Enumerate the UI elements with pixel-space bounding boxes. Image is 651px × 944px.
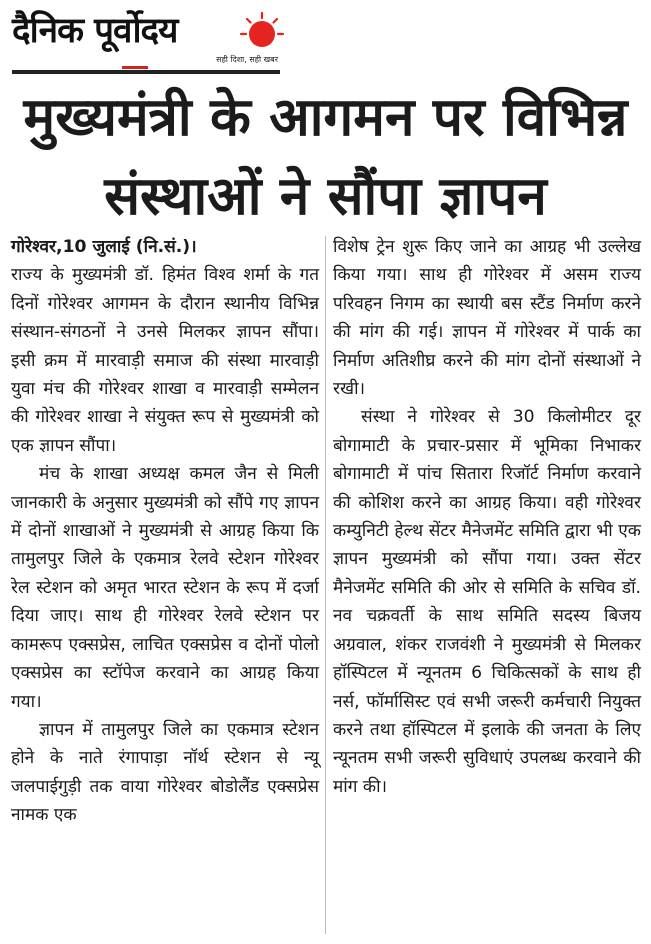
article-column-left	[11, 233, 319, 830]
rising-sun-logo-icon	[238, 10, 286, 58]
masthead-name: दैनिक पूर्वोदय	[12, 11, 178, 51]
dateline: गोरेश्वर,10 जुलाई (नि.सं.)।	[11, 237, 197, 257]
masthead-accent	[122, 66, 148, 69]
masthead-tagline: सही दिशा, सही खबर	[216, 55, 278, 64]
article-column-right	[333, 233, 641, 801]
headline-line-2: संस्थाओं ने सौंपा ज्ञापन	[104, 166, 547, 227]
column-divider	[325, 236, 326, 934]
headline-line-1: मुख्यमंत्री के आगमन पर विभिन्न	[23, 87, 628, 148]
article-paragraph: विशेष ट्रेन शुरू किए जाने का आग्रह भी उल्लेख किया गया। साथ ही गोरेश्वर में असम राज्य परिवहन निगम का स्थायी बस स्टैंड निर्माण करने की मांग की गई। ज्ञापन में गोरेश्वर में पार्क का निर्माण अतिशीघ्र करने की मांग दोनों संस्थाओं ने रखी।	[333, 237, 641, 400]
article-paragraph: ज्ञापन में तामुलपुर जिले का एकमात्र स्टेशन होने के नाते रंगापाड़ा नॉर्थ स्टेशन से न्यू जलपाईगुड़ी तक वाया गोरेश्वर बोडोलैंड एक्सप्रेस नामक एक	[11, 719, 319, 826]
article-paragraph: मंच के शाखा अध्यक्ष कमल जैन से मिली जानकारी के अनुसार मुख्यमंत्री को सौंपे गए ज्ञापन में दोनों शाखाओं ने मुख्यमंत्री से आग्रह किया कि तामुलपुर जिले के एकमात्र रेलवे स्टेशन गोरेश्वर रेल स्टेशन को अमृत भारत स्टेशन के रूप में दर्जा दिया जाए। साथ ही गोरेश्वर रेलवे स्टेशन पर कामरूप एक्सप्रेस, लाचित एक्सप्रेस व दोनों पोलो एक्सप्रेस का स्टॉपेज करवाने का आग्रह किया गया।	[11, 464, 319, 712]
masthead-rule	[12, 70, 280, 74]
article-paragraph: संस्था ने गोरेश्वर से 30 किलोमीटर दूर बोगामाटी के प्रचार-प्रसार में भूमिका निभाकर बोगामाटी में पांच सितारा रिजॉर्ट निर्माण करवाने की कोशिश करने का आग्रह किया। वही गोरेश्वर कम्युनिटी हेल्थ सेंटर मैनेजमेंट समिति द्वारा भी एक ज्ञापन मुख्यमंत्री को सौंपा गया। उक्त सेंटर मैनेजमेंट समिति की ओर से समिति के सचिव डॉ. नव चक्रवर्ती के साथ समिति सदस्य बिजय अग्रवाल, शंकर राजवंशी ने मुख्यमंत्री से मिलकर हॉस्पिटल में न्यूनतम 6 चिकित्सकों के साथ ही नर्स, फॉर्मासिस्ट एवं सभी जरूरी कर्मचारी नियुक्त करने तथा हॉस्पिटल में इलाके की जनता के लिए न्यूनतम सभी जरूरी सुविधाएं उपलब्ध करवाने की मांग की।	[333, 407, 641, 797]
article-paragraph: राज्य के मुख्यमंत्री डॉ. हिमंत विश्व शर्मा के गत दिनों गोरेश्वर आगमन के दौरान स्थानीय विभिन्न संस्थान-संगठनों ने उनसे मिलकर ज्ञापन सौंपा। इसी क्रम में मारवाड़ी समाज की संस्था मारवाड़ी युवा मंच की गोरेश्वर शाखा व मारवाड़ी सम्मेलन की गोरेश्वर शाखा ने संयुक्त रूप से मुख्यमंत्री को एक ज्ञापन सौंपा।	[11, 265, 319, 456]
